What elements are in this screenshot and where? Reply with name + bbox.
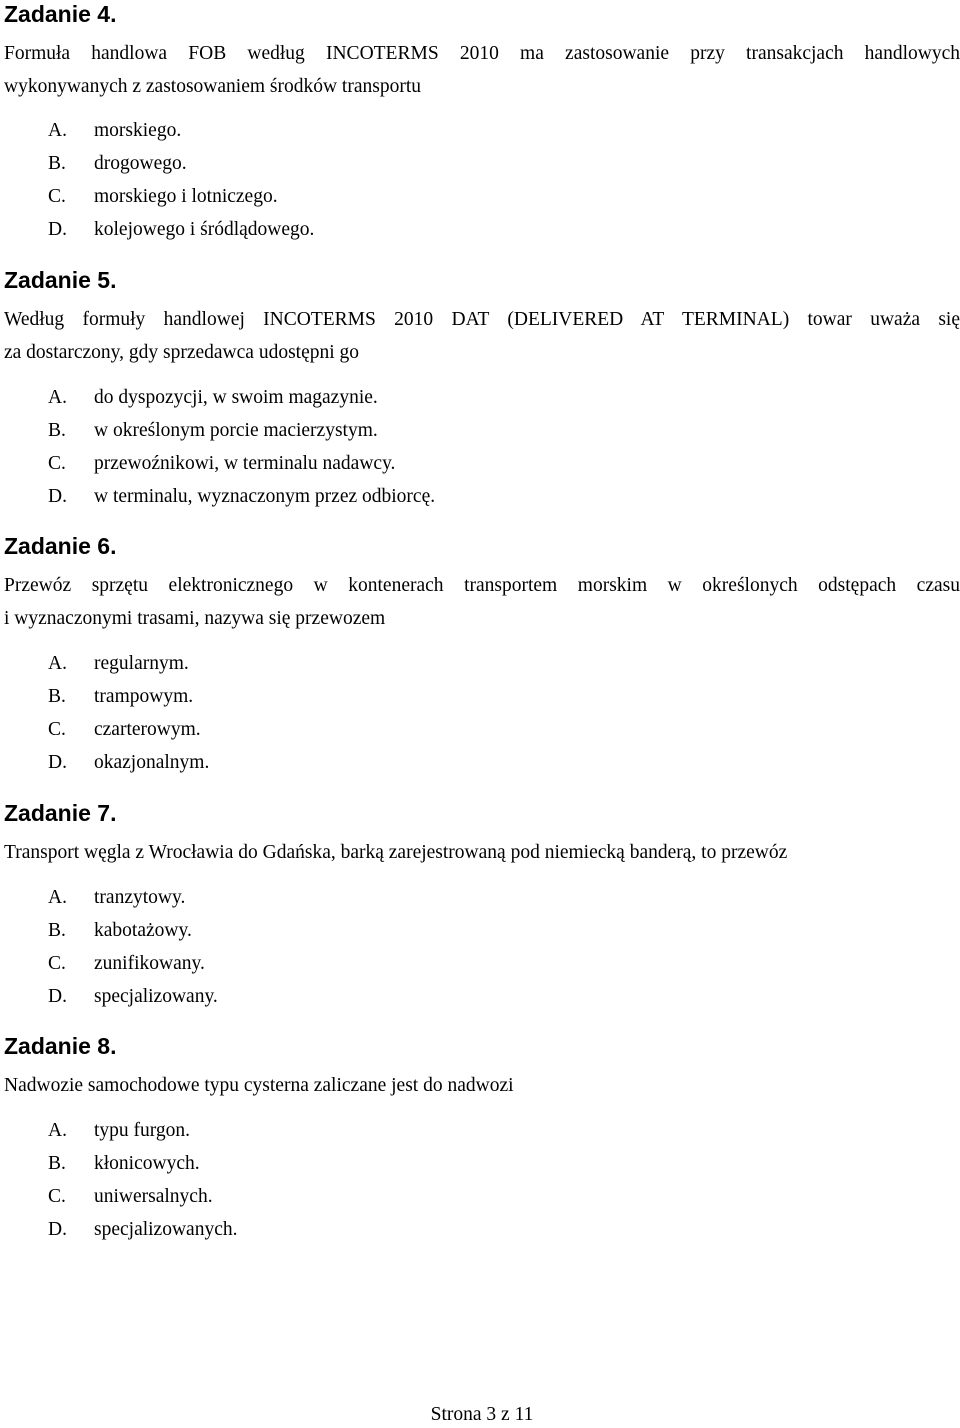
answer-options	[48, 881, 218, 1013]
task-title: Zadanie 6.	[4, 533, 117, 559]
question-line: Nadwozie samochodowe typu cysterna zaliczane jest do nadwozi	[4, 1075, 514, 1096]
option-text: regularnym.	[94, 653, 189, 674]
option-letter: B.	[48, 1153, 66, 1174]
answer-option-a	[48, 114, 314, 147]
option-text: tranzytowy.	[94, 887, 186, 908]
question-line: Transport węgla z Wrocławia do Gdańska, barką zarejestrowaną pod niemiecką banderą, to przewóz	[4, 842, 788, 863]
option-letter: B.	[48, 420, 66, 441]
option-text: uniwersalnych.	[94, 1186, 213, 1207]
option-text: kolejowego i śródlądowego.	[94, 219, 315, 240]
option-letter: B.	[48, 153, 66, 174]
answer-option-d	[48, 213, 314, 246]
option-letter: A.	[48, 120, 67, 141]
task-question	[4, 1069, 960, 1102]
answer-option-a	[48, 381, 435, 414]
question-line: za dostarczony, gdy sprzedawca udostępni go	[4, 342, 360, 363]
option-letter: A.	[48, 653, 67, 674]
task-question	[4, 303, 960, 369]
option-letter: C.	[48, 453, 66, 474]
task-title: Zadanie 7.	[4, 800, 117, 826]
option-text: kłonicowych.	[94, 1153, 200, 1174]
option-letter: C.	[48, 1186, 66, 1207]
option-text: zunifikowany.	[94, 953, 205, 974]
option-text: drogowego.	[94, 153, 187, 174]
option-letter: A.	[48, 1120, 67, 1141]
answer-option-b	[48, 1147, 237, 1180]
option-letter: D.	[48, 752, 67, 773]
option-text: specjalizowanych.	[94, 1219, 238, 1240]
option-letter: A.	[48, 387, 67, 408]
option-letter: B.	[48, 920, 66, 941]
answer-option-b	[48, 147, 314, 180]
answer-option-d	[48, 480, 435, 513]
answer-option-c	[48, 1180, 237, 1213]
option-text: przewoźnikowi, w terminalu nadawcy.	[94, 453, 396, 474]
option-letter: D.	[48, 1219, 67, 1240]
option-text: okazjonalnym.	[94, 752, 210, 773]
option-text: specjalizowany.	[94, 986, 218, 1007]
option-text: trampowym.	[94, 686, 194, 707]
option-text: w terminalu, wyznaczonym przez odbiorcę.	[94, 486, 436, 507]
question-line: i wyznaczonymi trasami, nazywa się przewozem	[4, 608, 386, 629]
task-question	[4, 569, 960, 635]
option-text: typu furgon.	[94, 1120, 191, 1141]
answer-option-c	[48, 447, 435, 480]
option-letter: C.	[48, 953, 66, 974]
answer-option-a	[48, 647, 209, 680]
task-title: Zadanie 4.	[4, 1, 117, 27]
answer-option-a	[48, 881, 218, 914]
option-letter: A.	[48, 887, 67, 908]
option-text: czarterowym.	[94, 719, 201, 740]
option-text: morskiego.	[94, 120, 182, 141]
answer-option-b	[48, 680, 209, 713]
option-letter: C.	[48, 719, 66, 740]
answer-option-c	[48, 713, 209, 746]
answer-option-d	[48, 1213, 237, 1246]
answer-option-a	[48, 1114, 237, 1147]
answer-option-b	[48, 414, 435, 447]
answer-option-b	[48, 914, 218, 947]
question-line: wykonywanych z zastosowaniem środków transportu	[4, 76, 421, 97]
answer-option-c	[48, 947, 218, 980]
option-letter: D.	[48, 486, 67, 507]
option-text: w określonym porcie macierzystym.	[94, 420, 378, 441]
task-title: Zadanie 5.	[4, 267, 117, 293]
option-text: morskiego i lotniczego.	[94, 186, 278, 207]
answer-options	[48, 1114, 237, 1246]
task-question	[4, 37, 960, 103]
answer-options	[48, 647, 209, 779]
option-text: kabotażowy.	[94, 920, 192, 941]
option-letter: D.	[48, 986, 67, 1007]
option-letter: D.	[48, 219, 67, 240]
answer-option-c	[48, 180, 314, 213]
question-line: Według formuły handlowej INCOTERMS 2010 DAT (DELIVERED AT TERMINAL) towar uważa się	[4, 309, 960, 330]
page-number: Strona 3 z 11	[430, 1404, 534, 1425]
answer-option-d	[48, 980, 218, 1013]
task-question	[4, 836, 960, 869]
question-line: Formuła handlowa FOB według INCOTERMS 2010 ma zastosowanie przy transakcjach handlowych	[4, 43, 960, 64]
option-letter: B.	[48, 686, 66, 707]
option-letter: C.	[48, 186, 66, 207]
question-line: Przewóz sprzętu elektronicznego w kontenerach transportem morskim w określonych odstępach czasu	[4, 575, 960, 596]
answer-options	[48, 114, 314, 246]
task-title: Zadanie 8.	[4, 1033, 117, 1059]
answer-options	[48, 381, 435, 513]
answer-option-d	[48, 746, 209, 779]
option-text: do dyspozycji, w swoim magazynie.	[94, 387, 378, 408]
